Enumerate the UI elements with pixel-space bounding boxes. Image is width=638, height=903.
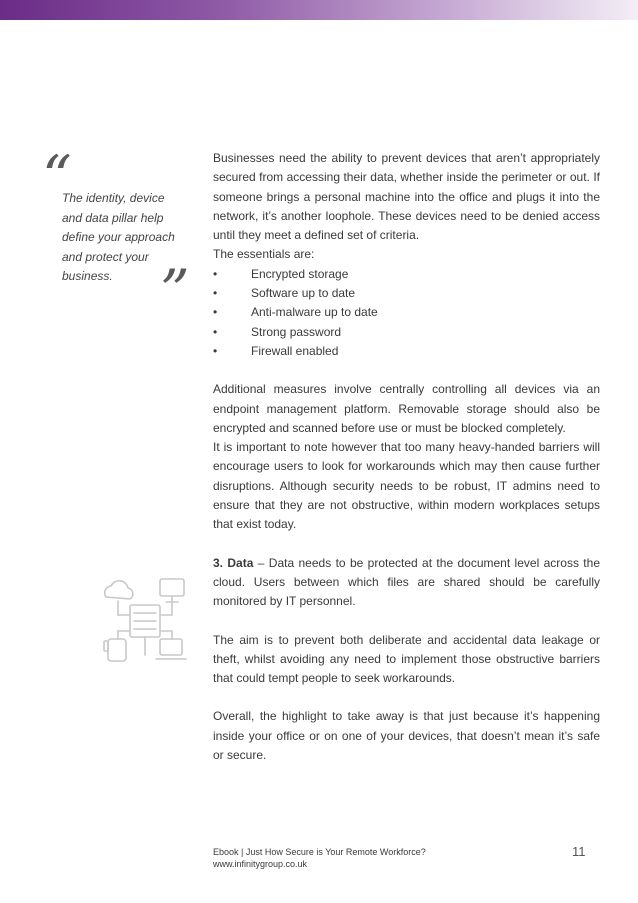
essentials-list	[213, 265, 600, 361]
paragraph-devices: Businesses need the ability to prevent devices that aren’t appropriately secured from accessing their data, whether inside the perimeter or out. If someone brings a personal machine into the office and plugs it into the network, it’s another loophole. These devices need to be denied access until they meet a defined set of criteria.	[213, 151, 600, 243]
network-devices-icon	[100, 575, 190, 665]
close-quote-mark: ”	[160, 257, 190, 325]
bullet-marker: •	[213, 343, 218, 358]
footer-title: Ebook | Just How Secure is Your Remote Workforce?	[213, 847, 426, 857]
bullet-marker: •	[213, 266, 218, 281]
paragraph-endpoint: Additional measures involve centrally controlling all devices via an endpoint management platform. Removable storage should also be encrypted and scanned before use or must be blocked completely.	[213, 382, 600, 435]
list-item: • Firewall enabled	[213, 342, 600, 361]
list-item: • Anti-malware up to date	[213, 303, 600, 322]
paragraph-data	[213, 554, 600, 612]
list-item: • Software up to date	[213, 284, 600, 303]
data-text: – Data needs to be protected at the document level across the cloud. Users between which files are shared should be carefully monitored by IT personnel.	[213, 555, 600, 609]
main-content	[213, 149, 600, 765]
bullet-marker: •	[213, 305, 218, 320]
paragraph-leakage: The aim is to prevent both deliberate and accidental data leakage or theft, whilst avoiding any need to implement those obstructive barriers that could tempt people to seek workarounds.	[213, 632, 600, 686]
bullet-marker: •	[213, 324, 218, 339]
essentials-intro: The essentials are:	[213, 247, 315, 262]
paragraph-barriers: It is important to note however that too many heavy-handed barriers will encourage users to look for workarounds which may then cause further disruptions. Although security needs to be robust, IT admins need to ensure that they are not obstructive, within modern workplaces setups that exist today.	[213, 440, 600, 532]
footer-url: www.infinitygroup.co.uk	[213, 859, 308, 869]
bullet-marker: •	[213, 286, 218, 301]
paragraph-summary: Overall, the highlight to take away is that just because it’s happening inside your office or on one of your devices, that doesn’t mean it’s safe or secure.	[213, 709, 600, 763]
list-item: • Strong password	[213, 323, 600, 342]
list-item: • Encrypted storage	[213, 265, 600, 284]
pull-quote-text: The identity, device and data pillar help define your approach and protect your business.	[62, 191, 175, 283]
page-number: 11	[572, 844, 586, 859]
header-gradient-bar	[0, 0, 638, 20]
data-heading: 3. Data	[213, 555, 254, 570]
footer	[213, 846, 600, 870]
open-quote-mark: “	[42, 143, 72, 211]
